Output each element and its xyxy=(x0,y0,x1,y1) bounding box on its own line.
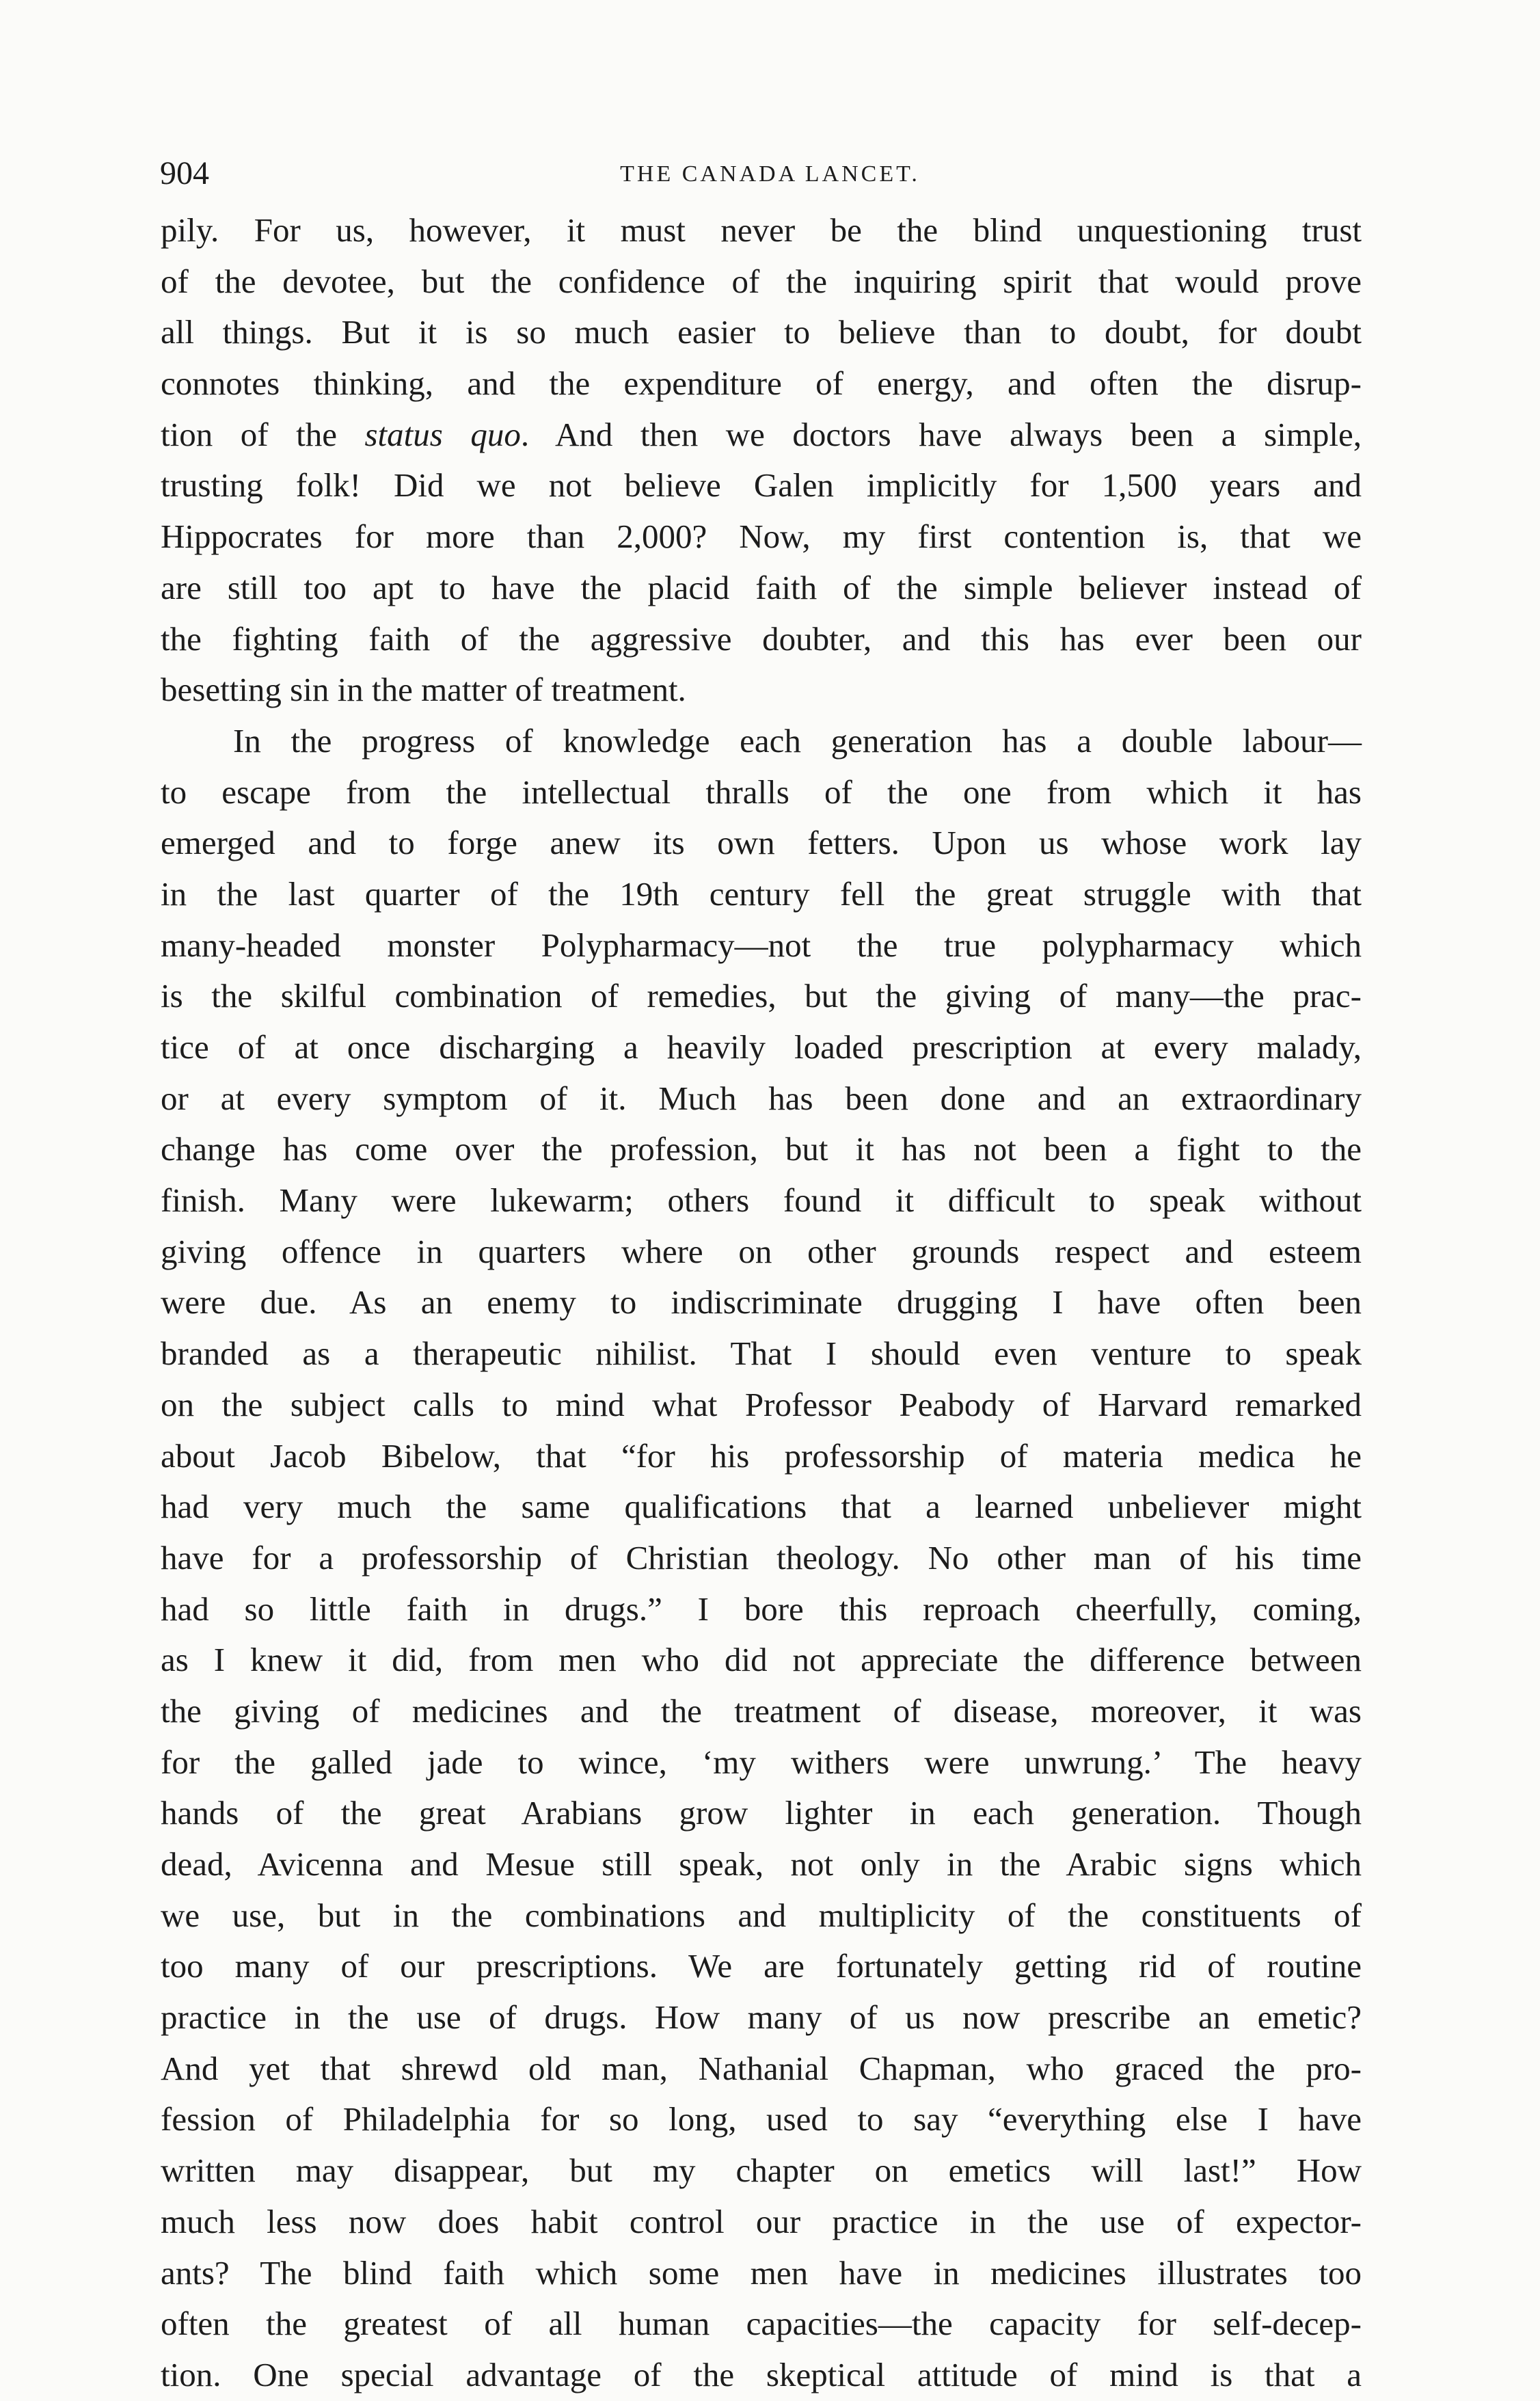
text-line: change has come over the profession, but it has not been a fight to the xyxy=(161,1130,1362,1168)
text-line: the giving of medicines and the treatment of disease, moreover, it was xyxy=(161,1691,1362,1730)
text-line: for the galled jade to wince, ‘my withers were unwrung.’ The heavy xyxy=(161,1743,1362,1781)
text-line: all things. But it is so much easier to believe than to doubt, for doubt xyxy=(161,313,1362,351)
text-line: many-headed monster Polypharmacy—not the true polypharmacy which xyxy=(161,926,1362,964)
text-line: written may disappear, but my chapter on emetics will last!” How xyxy=(161,2151,1362,2190)
text-line: ants? The blind faith which some men have in medicines illustrates too xyxy=(161,2253,1362,2292)
page-number: 904 xyxy=(160,155,209,191)
text-line: of the devotee, but the confidence of the inquiring spirit that would prove xyxy=(161,262,1362,300)
text-line: often the greatest of all human capacities—the capacity for self-decep- xyxy=(161,2305,1362,2343)
text-line: too many of our prescriptions. We are fortunately getting rid of routine xyxy=(161,1947,1362,1985)
text-line: had so little faith in drugs.” I bore this reproach cheerfully, coming, xyxy=(161,1590,1362,1628)
text-line: branded as a therapeutic nihilist. That I should even venture to speak xyxy=(161,1334,1362,1373)
text-line: fession of Philadelphia for so long, used to say “everything else I have xyxy=(161,2100,1362,2138)
text-line: emerged and to forge anew its own fetters. Upon us whose work lay xyxy=(161,824,1362,862)
text-line: on the subject calls to mind what Professor Peabody of Harvard remarked xyxy=(161,1385,1362,1423)
text-line: tice of at once discharging a heavily loaded prescription at every malady, xyxy=(161,1028,1362,1066)
body-text xyxy=(161,205,1362,2401)
text-line: to escape from the intellectual thralls of the one from which it has xyxy=(161,773,1362,811)
text-line: have for a professorship of Christian theology. No other man of his time xyxy=(161,1538,1362,1577)
text-line: we use, but in the combinations and multiplicity of the constituents of xyxy=(161,1896,1362,1934)
text-line: in the last quarter of the 19th century fell the great struggle with that xyxy=(161,874,1362,913)
text-line: Hippocrates for more than 2,000? Now, my first contention is, that we xyxy=(161,518,1362,556)
text-line: or at every symptom of it. Much has been done and an extraordinary xyxy=(161,1079,1362,1117)
text-line: much less now does habit control our practice in the use of expector- xyxy=(161,2202,1362,2240)
text-line: is the skilful combination of remedies, but the giving of many—the prac- xyxy=(161,977,1362,1015)
text-line: pily. For us, however, it must never be the blind unquestioning trust xyxy=(161,211,1362,249)
text-line: are still too apt to have the placid faith of the simple believer instead of xyxy=(161,568,1362,606)
text-line: finish. Many were lukewarm; others found it difficult to speak without xyxy=(161,1181,1362,1220)
text-line: had very much the same qualifications that a learned unbeliever might xyxy=(161,1488,1362,1526)
text-segment: . And then we doctors have always been a simple, xyxy=(520,415,1362,453)
text-line: giving offence in quarters where on other grounds respect and esteem xyxy=(161,1232,1362,1270)
text-line: as I knew it did, from men who did not appreciate the difference between xyxy=(161,1641,1362,1679)
text-line: besetting sin in the matter of treatment. xyxy=(161,671,686,709)
text-line xyxy=(161,410,1362,461)
text-line: And yet that shrewd old man, Nathanial Chapman, who graced the pro- xyxy=(161,2049,1362,2087)
text-line: were due. As an enemy to indiscriminate drugging I have often been xyxy=(161,1283,1362,1322)
text-line: hands of the great Arabians grow lighter in each generation. Though xyxy=(161,1794,1362,1832)
italic-phrase: status quo xyxy=(364,415,521,453)
text-line: about Jacob Bibelow, that “for his professorship of materia medica he xyxy=(161,1436,1362,1475)
text-line: dead, Avicenna and Mesue still speak, not only in the Arabic signs which xyxy=(161,1845,1362,1883)
text-segment: tion of the xyxy=(161,415,365,453)
text-line: connotes thinking, and the expenditure of energy, and often the disrup- xyxy=(161,364,1362,403)
text-line: the fighting faith of the aggressive doubter, and this has ever been our xyxy=(161,619,1362,658)
text-line: practice in the use of drugs. How many of us now prescribe an emetic? xyxy=(161,1998,1362,2037)
text-line: In the progress of knowledge each generation has a double labour— xyxy=(233,721,1362,760)
text-line: trusting folk! Did we not believe Galen implicitly for 1,500 years and xyxy=(161,466,1362,505)
running-head: THE CANADA LANCET. xyxy=(620,161,920,187)
text-line: tion. One special advantage of the skeptical attitude of mind is that a xyxy=(161,2355,1362,2393)
